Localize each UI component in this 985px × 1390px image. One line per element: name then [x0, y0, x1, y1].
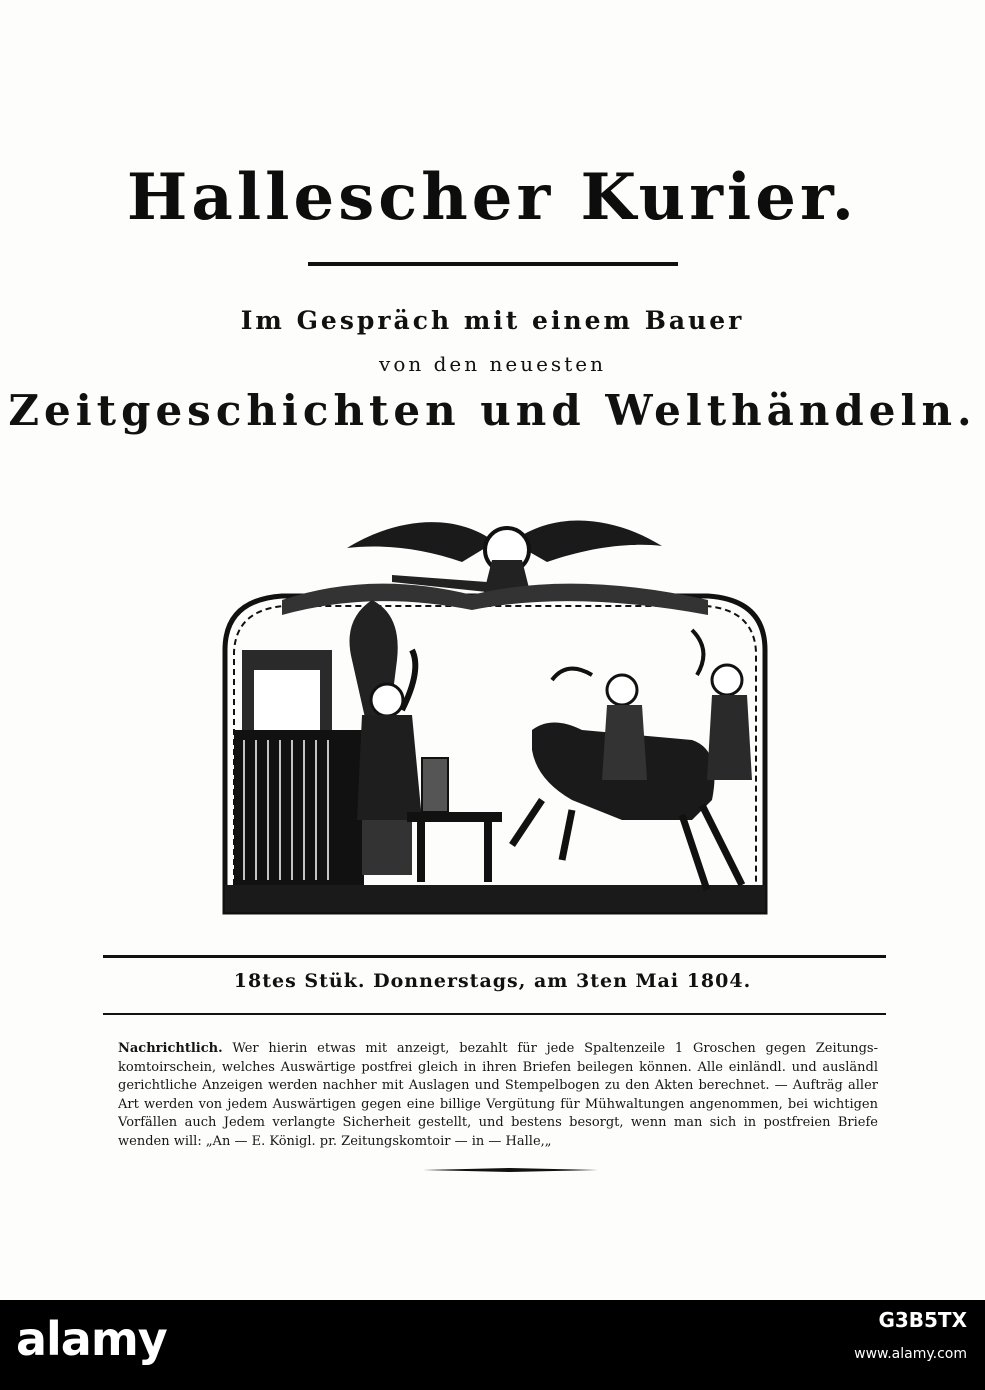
ornamental-tail-rule — [423, 1168, 598, 1172]
notice-lead: Nachrichtlich. — [118, 1041, 223, 1056]
brand-name: alamy — [16, 1312, 167, 1366]
watermark-band — [0, 1300, 985, 1390]
subtitle-line-1: Im Gespräch mit einem Bauer — [240, 306, 745, 335]
issue-rule-top — [103, 955, 886, 958]
brand-url: www.alamy.com — [854, 1346, 967, 1362]
subtitle-line-2: von den neuesten — [379, 352, 606, 376]
masthead-rule — [308, 262, 678, 266]
woodcut-illustration — [222, 500, 768, 915]
masthead-title: Hallescher Kurier. — [126, 160, 859, 235]
image-id: G3B5TX — [878, 1308, 967, 1332]
issue-line: 18tes Stük. Donnerstags, am 3ten Mai 1804. — [233, 970, 752, 992]
issue-rule-bottom — [103, 1013, 886, 1015]
notice-body: Wer hierin etwas mit anzeigt, bezahlt für jede Spaltenzeile 1 Groschen gegen Zeitungs-komtoirschein, welches Auswärtige postfrei gleich in ihren Briefen beilegen können. Alle einländl. und ausländl gerichtliche Anzeigen werden nachher mit Auslagen und Stempelbogen zu den Akten berechnet. — Aufträg aller Art werden von jedem Auswärtigen gegen eine billige Vergütung für Mühwaltungen angenommen, bei wichtigen Vorfällen auch Jedem verlangte Sicherheit gestellt, und bestens besorgt, wenn man sich in postfreien Briefe wenden will: „An — E. Königl. pr. Zeitungskomtoir — in — Halle,„ — [118, 1041, 878, 1149]
horse-riders — [512, 630, 752, 890]
notice-paragraph — [118, 1040, 878, 1151]
subtitle-line-3: Zeitgeschichten und Welthändeln. — [8, 386, 977, 435]
